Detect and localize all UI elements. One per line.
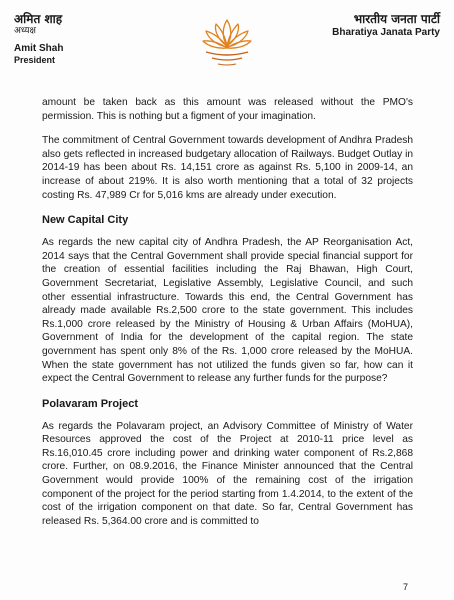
letter-body [42,96,413,539]
page-number: 7 [402,582,408,592]
heading-new-capital-city: New Capital City [42,214,129,227]
lotus-logo-icon [194,14,260,70]
sender-name: Amit Shah [14,43,64,54]
sender-title-hindi: अध्यक्ष [14,26,36,36]
party-name: Bharatiya Janata Party [332,27,440,38]
sender-name-hindi: अमित शाह [14,12,63,26]
paragraph-continuation: amount be taken back as this amount was released without the PMO's permission. This is nothing but a figment of your imagination. [42,97,413,122]
paragraph-railways: The commitment of Central Government towards development of Andhra Pradesh also gets reflected in increased budgetary allocation of Railways. Budget Outlay in 2014-19 has been about Rs. 14,151 crore as against Rs. 5,100 in 2009-14, an increase of about 219%. It is also worth mentioning that a total of 32 projects costing Rs. 47,989 Cr for 5,016 kms are already under execution. [42,135,413,201]
paragraph-polavaram: As regards the Polavaram project, an Advisory Committee of Ministry of Water Resources approved the cost of the Project at 2010-11 price level as Rs.16,010.45 crore including power and drinking water component of Rs.2,868 crore. Further, on 08.9.2016, the Finance Minister announced that the Central Government would provide 100% of the remaining cost of the irrigation component of the project for the period starting from 1.4.2014, to the extent of the cost of the irrigation component on that date. So far, Central Government has released Rs. 5,364.00 crore and is committed to [42,420,413,527]
sender-title: President [14,55,56,65]
party-block [332,12,440,39]
paragraph-capital-city: As regards the new capital city of Andhra Pradesh, the AP Reorganisation Act, 2014 says that the Central Government shall provide special financial support for the creation of essential facilities including the Raj Bhawan, High Court, Government Secretariat, Legislative Assembly, Legislative Council, and such other essential infrastructure. Towards this end, the Central Government has already made available Rs.2,500 crore to the state government. This includes Rs.1,000 crore released by the Ministry of Housing & Urban Affairs (MoHUA), Government of India for the development of the capital region. The state government has spent only 8% of the Rs. 1,000 crore released by the MoHUA. When the state government has not utilized the funds given so far, how can it expect the Central Government to release any further funds for the purpose? [42,237,413,385]
heading-polavaram-project: Polavaram Project [42,397,138,410]
sender-block [14,12,63,66]
party-name-hindi: भारतीय जनता पार्टी [353,12,440,26]
